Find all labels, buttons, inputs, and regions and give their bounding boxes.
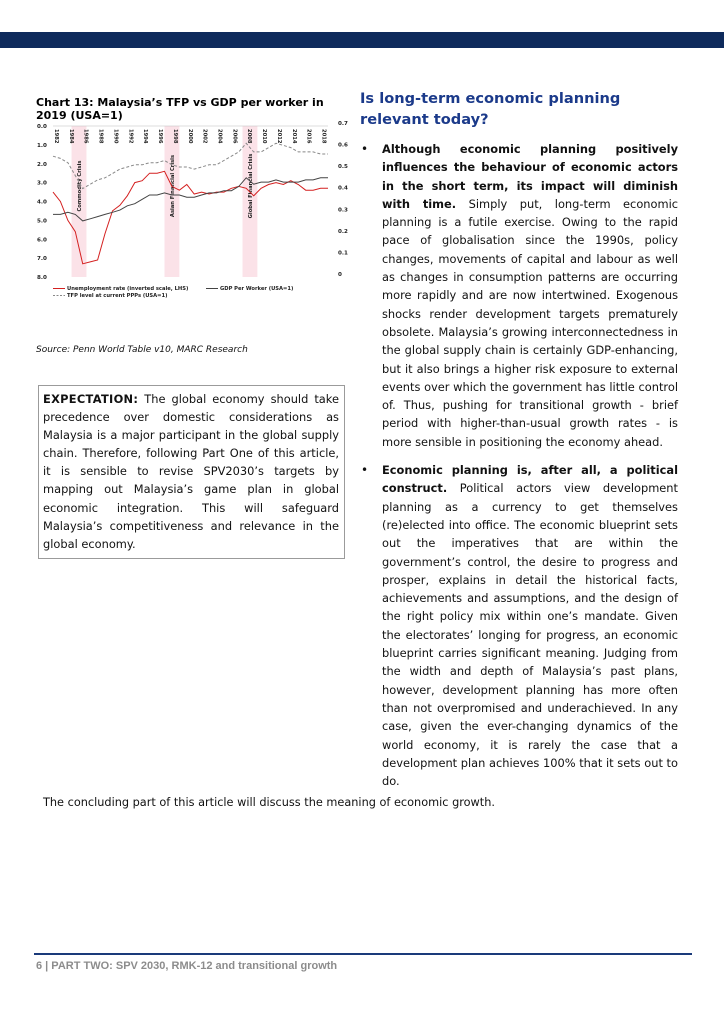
bullet-item (360, 140, 678, 451)
y-right-tick-label: 0.4 (338, 185, 348, 192)
x-tick-label: 2012 (275, 129, 282, 144)
x-tick-label: 2006 (231, 129, 238, 144)
chart-title: Chart 13: Malaysia’s TFP vs GDP per worker in 2019 (USA=1) (36, 96, 324, 122)
legend-label: Unemployment rate (inverted scale, LHS) (67, 286, 189, 292)
y-left-tick-label: 6.0 (37, 237, 47, 244)
expectation-box (38, 385, 345, 559)
y-left-tick-label: 1.0 (37, 142, 47, 149)
x-tick-label: 1992 (127, 129, 134, 144)
x-tick-label: 1994 (142, 129, 149, 144)
crisis-label: Commodity Crisis (77, 160, 84, 212)
legend-label: TFP level at current PPPs (USA=1) (67, 293, 168, 299)
crisis-label: Global Financial Crisis (247, 153, 254, 219)
y-right-tick-label: 0 (338, 272, 342, 278)
bullet-lead: Economic planning is, after all, a political construct. (382, 463, 678, 496)
series-line (53, 178, 328, 221)
y-left-tick-label: 8.0 (37, 275, 47, 281)
x-tick-label: 1990 (112, 129, 119, 144)
x-tick-label: 1986 (82, 129, 89, 144)
x-tick-label: 1984 (67, 129, 74, 144)
x-tick-label: 2000 (186, 129, 193, 144)
x-tick-label: 2018 (320, 129, 327, 144)
x-tick-label: 2004 (216, 129, 223, 144)
bullet-dot: • (361, 463, 369, 478)
legend-label: GDP Per Worker (USA=1) (220, 286, 294, 292)
conclusion-text: The concluding part of this article will discuss the meaning of economic growth. (43, 796, 495, 809)
y-right-tick-label: 0.7 (338, 121, 348, 127)
chart-svg (36, 121, 350, 314)
chart-container (36, 121, 350, 314)
x-tick-label: 1996 (157, 129, 164, 144)
crisis-label: Asian Financial Crisis (169, 154, 176, 218)
x-tick-label: 2014 (290, 129, 297, 144)
plot-area (37, 121, 348, 299)
y-left-tick-label: 4.0 (37, 199, 47, 206)
y-right-tick-label: 0.6 (338, 142, 348, 149)
y-right-tick-label: 0.1 (338, 250, 348, 257)
expectation-label: EXPECTATION: (43, 392, 139, 406)
y-right-tick-label: 0.3 (338, 207, 348, 214)
y-right-tick-label: 0.2 (338, 228, 348, 235)
y-left-tick-label: 7.0 (37, 256, 47, 263)
x-tick-label: 2010 (261, 129, 268, 144)
y-left-tick-label: 0.0 (37, 124, 47, 130)
y-right-tick-label: 0.5 (338, 164, 348, 171)
section-heading: Is long-term economic planning relevant today? (360, 90, 621, 128)
x-tick-label: 2008 (246, 129, 253, 144)
chart-block (36, 96, 350, 314)
article-column (360, 88, 678, 790)
x-tick-label: 1988 (97, 129, 104, 144)
expectation-text: The global economy should take precedence over domestic considerations as Malaysia is a major participant in the global supply chain. Therefore, following Part One of this article, it is sensible to revise SPV2030’s targets by mapping out Malaysia’s game plan in global economic integration. This will safeguard Malaysia’s competitiveness and relevance in the global economy. (43, 392, 339, 551)
bullet-text: Political actors view development planning as a currency to get themselves (re)elected into office. The economic blueprint sets out the imperatives that are within the government’s control, the desire to progress and prosper, explains in detail the historical facts, achievements and assumptions, and the design of the right policy mix within one’s mandate. Given the electorates’ longing for progress, an economic blueprint carries significant meaning. Judging from the width and depth of Malaysia’s past plans, however, development planning has more often than not overpromised and underachieved. In any case, given the ever-changing dynamics of the world economy, it is rarely the case that a development plan achieves 100% that it sets out to do. (382, 481, 678, 789)
chart-source: Source: Penn World Table v10, MARC Research (36, 345, 248, 355)
header-band (0, 32, 724, 48)
y-left-tick-label: 5.0 (37, 218, 47, 225)
y-left-tick-label: 2.0 (37, 161, 47, 168)
x-tick-label: 2002 (201, 129, 208, 144)
x-tick-label: 2016 (305, 129, 312, 144)
bullet-item (360, 461, 678, 790)
page-footer: 6 | PART TWO: SPV 2030, RMK-12 and transitional growth (36, 960, 338, 972)
bullet-lead: Although economic planning positively influences the behaviour of economic actors in the short term, its impact will diminish with time. (382, 142, 678, 211)
x-tick-label: 1982 (53, 129, 59, 144)
y-left-tick-label: 3.0 (37, 180, 47, 187)
footer-rule (34, 953, 692, 955)
bullet-text: Simply put, long-term economic planning is a futile exercise. Owing to the rapid pace of globalisation since the 1990s, policy changes, movements of capital and labour as well as changes in consumption patterns are occurring more rapidly and are now intertwined. Exogenous shocks render development targets prematurely obsolete. Malaysia’s growing interconnectedness in the global supply chain is certainly GDP-enhancing, but it also brings a higher risk exposure to external events over which the government has little control of. Thus, pushing for transitional growth - brief period with higher-than-usual growth rates - is more sensible in positioning the economy ahead. (382, 196, 679, 449)
x-tick-label: 1998 (171, 129, 178, 144)
bullet-dot: • (361, 142, 369, 156)
